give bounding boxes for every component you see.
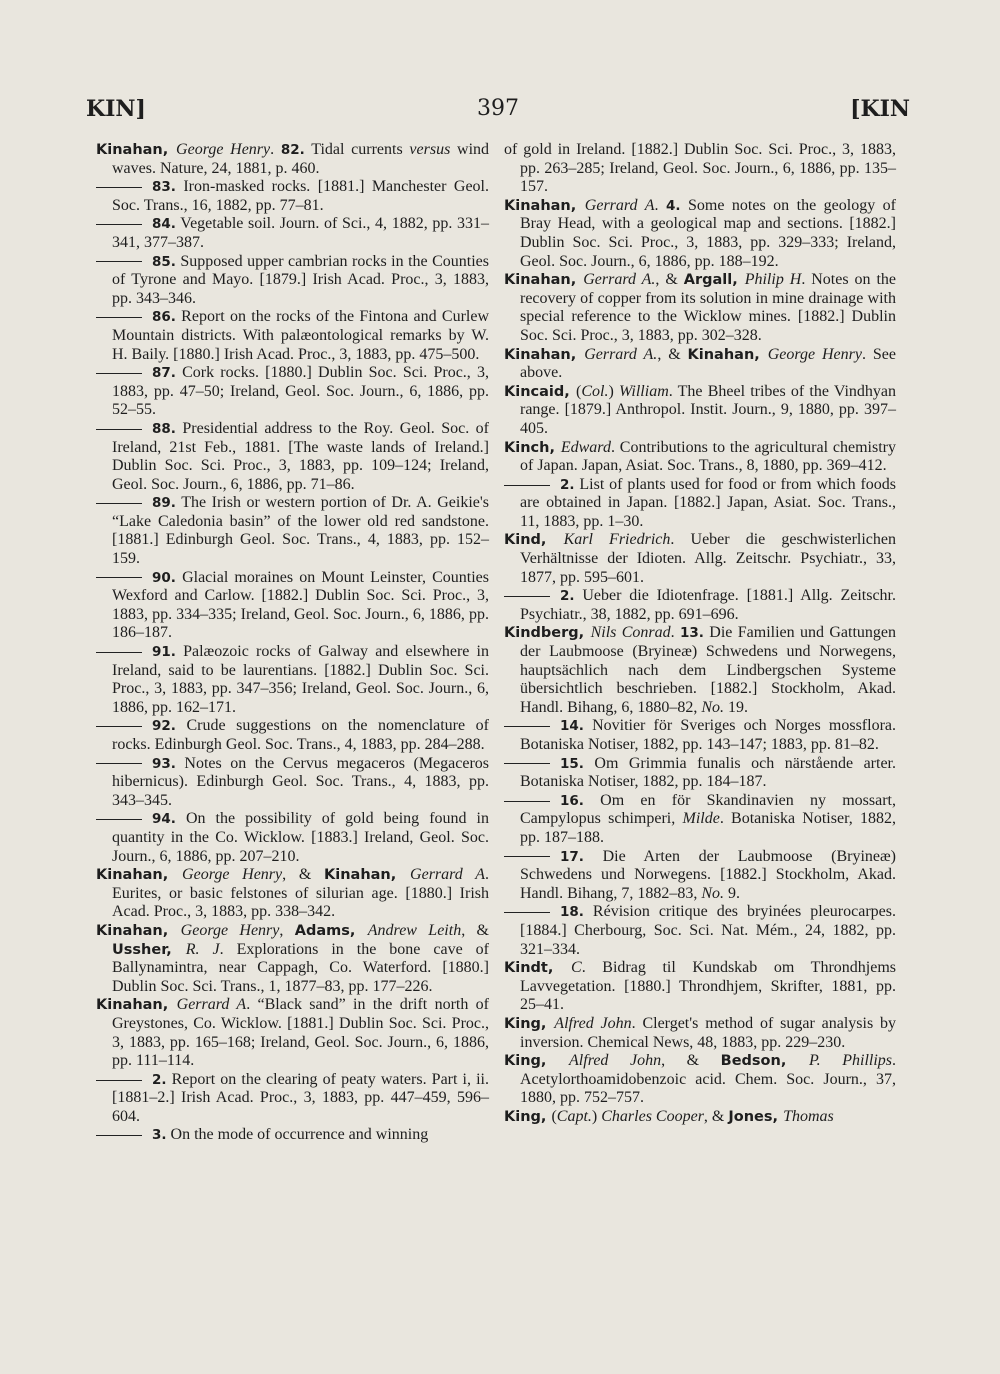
ditto-dash	[96, 652, 142, 653]
entry-text: . The Bheel tribes of the Vindhyan range. [1879.] Anthropol. Instit. Journ., 9, 1880, pp. 397–405.	[520, 382, 896, 437]
italic-text: Gerrard A.	[583, 271, 656, 289]
item-number: 16.	[560, 792, 584, 809]
bibliography-entry	[96, 996, 489, 1070]
entry-text: Some notes on the geology of Bray Head, with a geological map and sections. [1882.] Dublin Soc. Sci. Proc., 3, 1883, pp. 329–333; Ireland, Geol. Soc. Journ., 6, 1886, pp. 188–192.	[520, 196, 896, 270]
italic-text: William	[618, 382, 669, 400]
ditto-dash	[96, 261, 142, 262]
ditto-dash	[504, 912, 550, 913]
bibliography-entry	[504, 271, 896, 345]
ditto-dash	[504, 485, 550, 486]
entry-text: , &	[461, 921, 489, 939]
author-surname: Kindt,	[504, 960, 572, 977]
bibliography-entry	[504, 439, 896, 476]
bibliography-entry	[96, 420, 489, 494]
ditto-dash	[504, 726, 550, 727]
entry-text: On the possibility of gold being found in quantity in the Co. Wicklow. [1883.] Ireland, Geol. Soc. Journ., 6, 1886, pp. 207–210.	[112, 810, 489, 865]
bibliography-entry	[96, 308, 489, 364]
bibliography-entry	[504, 959, 896, 1015]
bibliography-entry	[96, 810, 489, 866]
bibliography-entry	[96, 253, 489, 309]
entry-text: of gold in Ireland. [1882.] Dublin Soc. Sci. Proc., 3, 1883, pp. 263–285; Ireland, Geol. Soc. Journ., 6, 1886, pp. 135–157.	[504, 141, 896, 196]
author-surname: Kinahan,	[96, 142, 177, 158]
entry-text: Vegetable soil. Journ. of Sci., 4, 1882, pp. 331–341, 377–387.	[112, 215, 489, 251]
item-number: 2.	[560, 476, 575, 493]
item-number: 14.	[560, 718, 584, 735]
author-surname: King,	[504, 1053, 570, 1070]
ditto-dash	[96, 1080, 142, 1081]
item-number: 83.	[152, 179, 176, 196]
bibliography-entry	[504, 903, 896, 959]
author-surname: Kinahan,	[504, 346, 585, 363]
author-surname: Kinahan,	[96, 867, 183, 884]
author-surname: Kinahan,	[96, 997, 177, 1014]
bibliography-entry	[504, 141, 896, 197]
item-number: 87.	[152, 365, 176, 382]
item-number: 4.	[665, 197, 681, 214]
bibliography-entry	[96, 178, 489, 215]
author-surname: Kinch,	[504, 439, 561, 456]
bibliography-entry	[96, 866, 489, 922]
italic-text: Gerrard A	[584, 196, 655, 214]
ditto-dash	[96, 373, 142, 374]
ditto-dash	[504, 763, 550, 764]
bibliography-entry	[96, 1071, 489, 1127]
entry-text: . Ueber die geschwisterlichen Verhältnisse der Idioten. Allg. Zeitschr. Psychiatr., 33, 1877, pp. 595–601.	[520, 531, 897, 586]
bibliography-entry	[96, 569, 489, 643]
author-surname: Kincaid,	[504, 383, 576, 400]
entry-text: )	[608, 382, 619, 400]
author-surname: Jones,	[728, 1108, 784, 1125]
author-surname: Ussher,	[112, 941, 186, 958]
author-surname: Kinahan,	[96, 922, 181, 939]
author-surname: Kinahan,	[324, 867, 411, 884]
bibliography-entry	[504, 476, 896, 532]
entry-text: Palæozoic rocks of Galway and elsewhere in Ireland, said to be laurentians. [1882.] Dublin Soc. Sci. Proc., 3, 1883, pp. 347–356; Ireland, Geol. Soc. Journ., 6, 1886, pp. 162–171.	[112, 643, 489, 716]
item-number: 90.	[152, 569, 176, 586]
italic-text: Gerrard A	[410, 866, 485, 884]
item-number: 85.	[152, 253, 176, 270]
ditto-dash	[96, 224, 142, 225]
bibliography-entry	[96, 215, 489, 252]
item-number: 13.	[680, 625, 704, 642]
italic-text: George Henry	[182, 866, 283, 884]
italic-text: George Henry	[180, 921, 280, 939]
entry-text: . Bidrag til Kundskab om Throndhjems Lavvegetation. [1880.] Throndhjem, Skrifter, 1881, pp. 25–41.	[520, 959, 896, 1014]
bibliography-entry	[504, 197, 896, 271]
author-surname: King,	[504, 1108, 552, 1125]
italic-text: Capt.	[556, 1107, 592, 1125]
italic-text: George Henry	[176, 141, 271, 158]
entry-text: .	[670, 624, 681, 642]
entry-text: Report on the clearing of peaty waters. Part i, ii. [1881–2.] Irish Acad. Proc., 3, 1883, pp. 447–459, 596–604.	[112, 1070, 489, 1125]
entry-text: . Eurites, or basic felstones of silurian age. [1880.] Irish Acad. Proc., 3, 1883, pp. 338–342.	[112, 866, 489, 921]
entry-text: On the mode of occurrence and winning	[166, 1126, 429, 1144]
ditto-dash	[96, 187, 142, 188]
entry-text: , &	[282, 866, 325, 884]
author-surname: Kinahan,	[504, 197, 585, 214]
entry-text: . Notes on the recovery of copper from its solution in mine drainage with special reference to the Wicklow mines. [1882.] Dublin Soc. Sci. Proc., 3, 1883, pp. 302–328.	[520, 271, 896, 344]
italic-text: No.	[701, 698, 724, 716]
item-number: 91.	[152, 644, 176, 661]
bibliography-entry	[504, 1015, 896, 1052]
entry-text: List of plants used for food or from which foods are obtained in Japan. [1882.] Japan, Asiat. Soc. Trans., 11, 1883, pp. 1–30.	[520, 475, 896, 530]
ditto-dash	[96, 577, 142, 578]
ditto-dash	[96, 726, 142, 727]
item-number: 82.	[280, 142, 305, 158]
author-surname: Argall,	[683, 272, 745, 289]
entry-text: Novitier för Sveriges och Norges mossflora. Botaniska Notiser, 1882, pp. 143–147; 1883, pp. 81–82.	[520, 717, 896, 753]
entry-text: , &	[655, 271, 684, 289]
ditto-dash	[504, 596, 550, 597]
page-header	[86, 96, 910, 130]
ditto-dash	[96, 763, 142, 764]
bibliography-entry	[504, 1108, 896, 1127]
left-column	[96, 141, 489, 1145]
bibliography-entry	[96, 922, 489, 996]
italic-text: Edward	[560, 438, 611, 456]
entry-text: ,	[279, 921, 295, 939]
item-number: 18.	[560, 904, 584, 921]
italic-text: Col.	[581, 382, 609, 400]
italic-text: R. J	[185, 940, 220, 958]
entry-text: wind waves. Nature, 24, 1881, p. 460.	[112, 141, 490, 177]
italic-text: Alfred John	[554, 1014, 632, 1032]
bibliography-entry	[96, 494, 489, 568]
bibliography-entry	[96, 1126, 489, 1145]
italic-text: Thomas	[783, 1107, 834, 1125]
entry-text: . Botaniska Notiser, 1882, pp. 187–188.	[520, 810, 897, 846]
ditto-dash	[504, 801, 550, 802]
entry-text: . Acetylorthoamidobenzoic acid. Chem. Soc. Journ., 37, 1880, pp. 752–757.	[520, 1052, 896, 1107]
entry-text: 9.	[724, 884, 740, 902]
italic-text: C	[571, 959, 582, 977]
ditto-dash	[96, 429, 142, 430]
italic-text: Gerrard A.	[584, 345, 658, 363]
italic-text: Charles Cooper	[601, 1107, 704, 1125]
author-surname: Adams,	[294, 922, 368, 939]
entry-text: . See above.	[520, 345, 896, 382]
bibliography-entry	[504, 717, 896, 754]
entry-text: Presidential address to the Roy. Geol. Soc. of Ireland, 21st Feb., 1881. [The waste lands of Ireland.] Dublin Soc. Sci. Proc., 3, 1883, pp. 109–124; Ireland, Geol. Soc. Journ., 6, 1886, pp. 71–86.	[112, 419, 489, 493]
bibliography-entry	[504, 587, 896, 624]
bibliography-entry	[96, 643, 489, 717]
italic-text: Andrew Leith	[367, 921, 462, 939]
bibliography-entry	[504, 1052, 896, 1108]
entry-text: Ueber die Idiotenfrage. [1881.] Allg. Zeitschr. Psychiatr., 38, 1882, pp. 691–696.	[520, 587, 896, 623]
bibliography-entry	[504, 755, 896, 792]
entry-text: (	[551, 1107, 557, 1125]
header-right: [KIN	[850, 96, 910, 122]
bibliography-entry	[96, 717, 489, 754]
ditto-dash	[504, 856, 550, 857]
entry-text: . Explorations in the bone cave of Ballynamintra, near Cappagh, Co. Waterford. [1880.] Dublin Soc. Sci. Trans., 1, 1877–83, pp. 177–226.	[112, 940, 489, 995]
author-surname: Kind,	[504, 532, 564, 549]
italic-text: Alfred John	[569, 1052, 662, 1070]
entry-text: Iron-masked rocks. [1881.] Manchester Geol. Soc. Trans., 16, 1882, pp. 77–81.	[112, 178, 489, 214]
italic-text: P. Phillips	[808, 1052, 892, 1070]
author-surname: Bedson,	[720, 1053, 809, 1070]
author-surname: Kinahan,	[687, 346, 768, 363]
entry-text: , &	[661, 1052, 721, 1070]
item-number: 84.	[152, 216, 176, 233]
bibliography-entry	[504, 624, 896, 717]
italic-text: No.	[701, 884, 724, 902]
entry-text: Révision critique des bryinées pleurocarpes. [1884.] Cherbourg, Soc. Sci. Nat. Mém., 24, 1882, pp. 321–334.	[520, 903, 896, 958]
entry-text: Report on the rocks of the Fintona and Curlew Mountain districts. With palæontological remarks by W. H. Baily. [1880.] Irish Acad. Proc., 3, 1883, pp. 475–500.	[112, 308, 489, 363]
item-number: 2.	[152, 1071, 167, 1088]
author-surname: Kindberg,	[504, 625, 591, 642]
entry-text: Crude suggestions on the nomenclature of rocks. Edinburgh Geol. Soc. Trans., 4, 1883, pp. 284–288.	[112, 717, 489, 753]
bibliography-entry	[504, 848, 896, 904]
bibliography-entry	[504, 792, 896, 848]
item-number: 2.	[560, 588, 575, 605]
ditto-dash	[96, 1135, 142, 1136]
item-number: 88.	[152, 420, 176, 437]
entry-text: Tidal currents	[304, 141, 410, 158]
entry-text: Cork rocks. [1880.] Dublin Soc. Sci. Proc., 3, 1883, pp. 47–50; Ireland, Geol. Soc. Journ., 6, 1886, pp. 52–55.	[112, 364, 489, 419]
entry-text: )	[591, 1107, 602, 1125]
entry-text: Die Arten der Laubmoose (Bryineæ) Schwedens und Norwegens. [1882.] Stockholm, Akad. Handl. Bihang, 7, 1882–83,	[520, 847, 896, 902]
ditto-dash	[96, 503, 142, 504]
italic-text: Karl Friedrich	[563, 531, 671, 549]
entry-text: . Clerget's method of sugar analysis by inversion. Chemical News, 48, 1883, pp. 229–230.	[520, 1014, 897, 1051]
italic-text: George Henry	[767, 345, 862, 363]
item-number: 86.	[152, 309, 176, 326]
page-number: 397	[477, 96, 519, 121]
entry-text: , &	[703, 1107, 729, 1125]
bibliography-entry	[504, 346, 896, 383]
header-left: KIN]	[86, 96, 146, 122]
bibliography-entry	[96, 755, 489, 811]
item-number: 15.	[560, 755, 584, 772]
entry-text: (	[576, 382, 582, 400]
ditto-dash	[96, 317, 142, 318]
item-number: 89.	[152, 495, 176, 512]
entry-text: Supposed upper cambrian rocks in the Counties of Tyrone and Mayo. [1879.] Irish Acad. Proc., 3, 1883, pp. 343–346.	[112, 252, 489, 307]
italic-text: versus	[409, 141, 451, 158]
item-number: 93.	[152, 755, 176, 772]
item-number: 92.	[152, 718, 176, 735]
item-number: 94.	[152, 811, 176, 828]
entry-text: . “Black sand” in the drift north of Greystones, Co. Wicklow. [1881.] Dublin Soc. Sci. Proc., 3, 1883, pp. 165–168; Ireland, Geol. Soc. Journ., 6, 1886, pp. 111–114.	[112, 996, 489, 1070]
bibliography-entry	[96, 364, 489, 420]
entry-text: 19.	[724, 698, 748, 716]
entry-text: Om Grimmia funalis och närstående arter. Botaniska Notiser, 1882, pp. 184–187.	[520, 754, 896, 791]
ditto-dash	[96, 819, 142, 820]
right-column	[504, 141, 896, 1126]
bibliography-entry	[504, 383, 896, 439]
entry-text: . Contributions to the agricultural chemistry of Japan. Japan, Asiat. Soc. Trans., 8, 1880, pp. 369–412.	[520, 438, 896, 475]
bibliography-entry	[96, 141, 489, 178]
entry-text: , &	[657, 345, 688, 363]
entry-text: Die Familien und Gattungen der Laubmoose (Bryineæ) Schwedens und Norwegens, hauptsächlich nach dem Lindbergschen Systeme übersichtlich beschrieben. [1882.] Stockholm, Akad. Handl. Bihang, 6, 1880–82,	[520, 624, 897, 716]
author-surname: King,	[504, 1015, 555, 1032]
entry-text: Notes on the Cervus megaceros (Megaceros hibernicus). Edinburgh Geol. Soc. Trans., 4, 1883, pp. 343–345.	[112, 754, 489, 809]
italic-text: Philip H	[744, 271, 802, 289]
entry-text: .	[270, 141, 281, 158]
italic-text: Nils Conrad	[590, 624, 671, 642]
italic-text: Gerrard A	[176, 996, 247, 1014]
bibliography-entry	[504, 531, 896, 587]
entry-text: The Irish or western portion of Dr. A. Geikie's “Lake Caledonia basin” of the lower old red sandstone. [1881.] Edinburgh Geol. Soc. Trans., 4, 1883, pp. 152–159.	[112, 494, 489, 568]
italic-text: Milde	[682, 810, 720, 828]
entry-text: Glacial moraines on Mount Leinster, Counties Wexford and Carlow. [1882.] Dublin Soc. Sci. Proc., 3, 1883, pp. 334–335; Ireland, Geol. Soc. Journ., 6, 1886, pp. 186–187.	[112, 568, 489, 642]
item-number: 3.	[152, 1127, 167, 1144]
entry-text: Om en för Skandinavien ny mossart, Campylopus schimperi,	[520, 791, 896, 828]
item-number: 17.	[560, 848, 584, 865]
entry-text: .	[654, 196, 666, 214]
author-surname: Kinahan,	[504, 272, 584, 289]
